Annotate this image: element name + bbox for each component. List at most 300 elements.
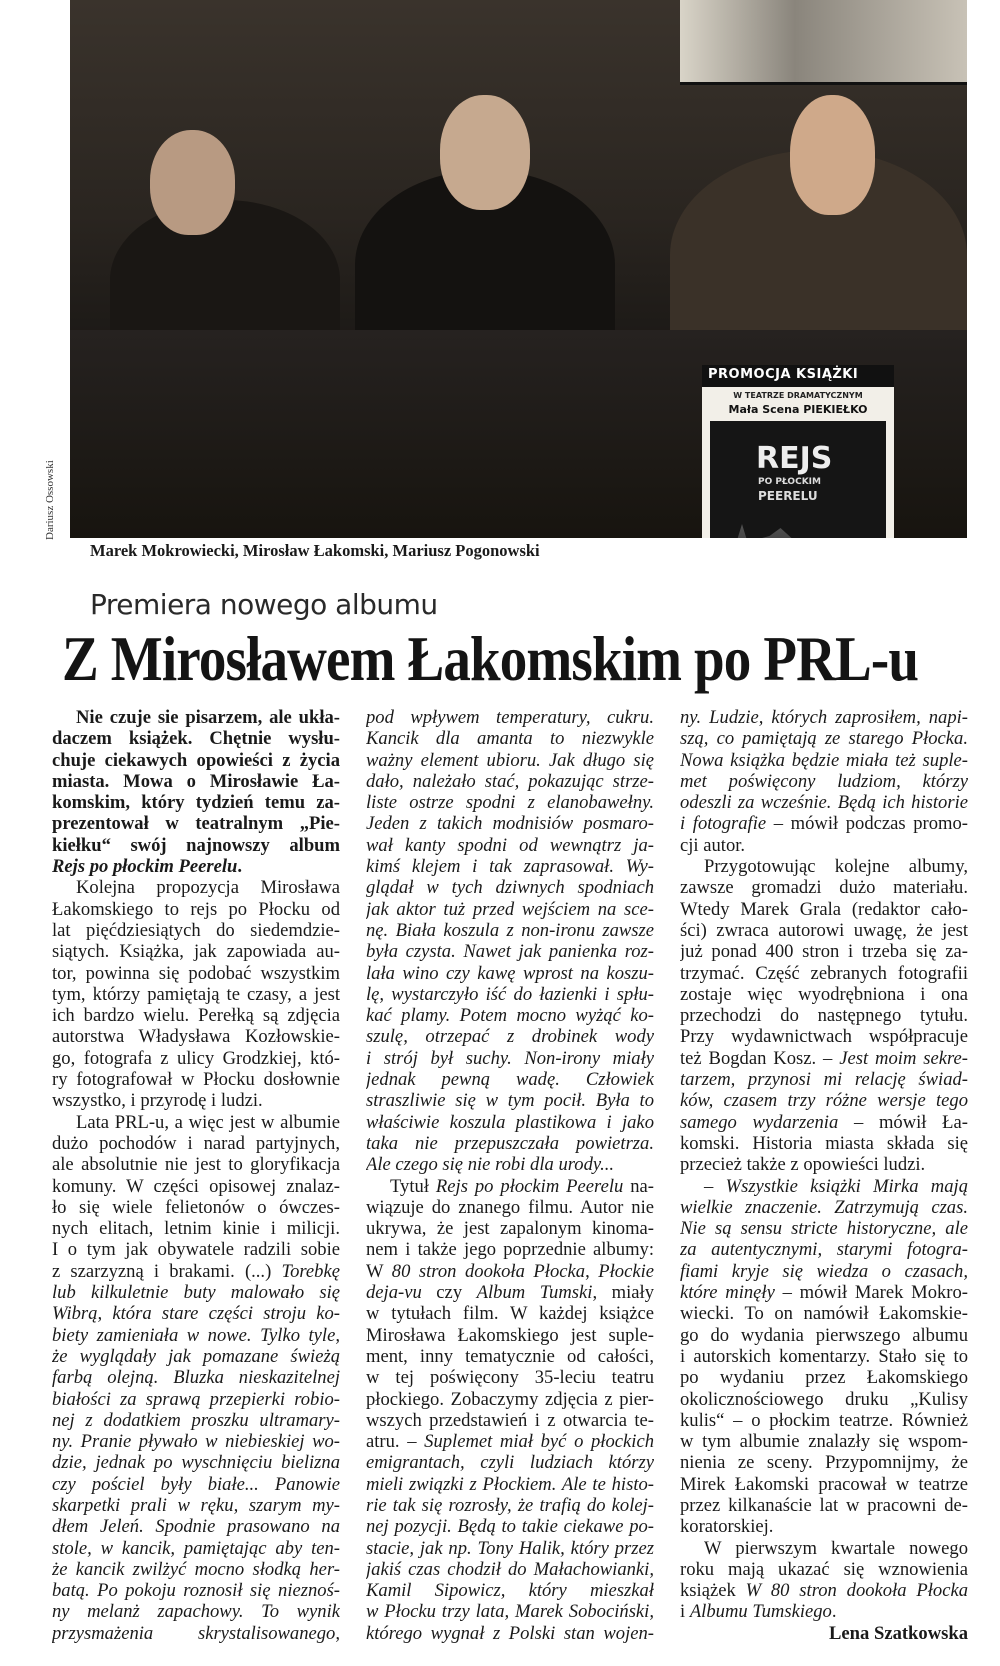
text-run: Łakomskiego to rejs po Płocku od — [52, 898, 340, 920]
text-run: Jest moim sekre- — [839, 1047, 968, 1069]
text-line — [52, 750, 340, 771]
text-line — [366, 1580, 654, 1601]
text-run: przysmażenia skrystalisowanego, — [52, 1622, 340, 1644]
text-run: W — [366, 1260, 392, 1282]
text-run: kimś klejem i tak zaprasował. Wy- — [366, 856, 654, 878]
text-line — [680, 1389, 968, 1410]
text-line — [52, 1090, 340, 1111]
text-run: nej pozycji. Będą to takie ciekawe po- — [366, 1516, 654, 1538]
text-run: taka nie przepuszczała powietrza. — [366, 1132, 654, 1154]
text-run: ków, czasem trzy różne wersje tego — [680, 1090, 968, 1112]
text-run: Płockie — [598, 1260, 654, 1282]
text-line — [680, 877, 968, 898]
text-line — [366, 963, 654, 984]
text-run: Album Tumski — [476, 1282, 593, 1304]
text-run: cji autor. — [680, 834, 746, 856]
text-run: Nie są sensu stricte historyczne, ale — [680, 1218, 968, 1240]
person-middle-head — [440, 95, 530, 210]
text-line — [366, 813, 654, 834]
text-run: fiami kryje się wiedza o czasach, — [680, 1260, 968, 1282]
text-run: tarzem, przynosi mi relację świad- — [680, 1069, 968, 1091]
text-run: czy pościel były białe... Panowie — [52, 1473, 340, 1495]
text-run: ści) zwraca autorowi uwagę, że jest — [680, 919, 968, 941]
text-run: liste ostrze spodni z elanobawełny. — [366, 792, 654, 814]
text-run: farbą olejną. Bluzka nieskazitelnej — [52, 1367, 340, 1389]
text-line — [52, 1048, 340, 1069]
text-run: Nie czuje sie pisarzem, ale ukła- — [76, 707, 340, 728]
text-line — [366, 1218, 654, 1239]
text-run: w tytułach film. W każdej książce — [366, 1303, 654, 1325]
text-line — [366, 1176, 654, 1197]
text-line — [52, 1431, 340, 1452]
text-run: lę, wystarczyło iść do łazienki i spłu- — [366, 983, 654, 1005]
text-run: nę. Biała koszula z non-ironu zawsze — [366, 919, 654, 941]
text-run: miasta. Mowa o Mirosławie Ła- — [52, 770, 340, 792]
text-line — [366, 1048, 654, 1069]
text-line — [366, 1261, 654, 1282]
text-run: wielkie znaczenie. Zatrzymują czas. — [680, 1196, 968, 1218]
text-run: emigrantach, czyli ludziach którzy — [366, 1452, 654, 1474]
text-run: W 80 stron dookoła Płocka — [745, 1580, 968, 1602]
text-run: Wibrą, która stare części stroju ko- — [52, 1303, 340, 1325]
text-run: ło się wiele felietonów o ówczes- — [52, 1196, 340, 1218]
wall-picture — [680, 0, 967, 85]
text-line — [680, 750, 968, 771]
text-line — [52, 792, 340, 813]
text-run: które minęły — [680, 1282, 775, 1304]
text-line — [366, 1431, 654, 1452]
text-line — [52, 1261, 340, 1282]
text-run: tor, powinna się podobać wszystkim — [52, 962, 340, 984]
text-run: ny. Ludzie, których zaprosiłem, napi- — [680, 707, 968, 728]
text-run: i fotografie — [680, 813, 767, 835]
text-line — [680, 1197, 968, 1218]
text-run: deja-vu — [366, 1282, 422, 1304]
text-run: siątych. Książka, jak zapowiada au- — [52, 941, 340, 963]
text-run: kiełku“ swój najnowszy album — [52, 834, 340, 856]
text-run: samego wydarzenia — [680, 1111, 839, 1133]
text-line — [680, 1452, 968, 1473]
text-line — [680, 1367, 968, 1388]
text-run: koratorskiej. — [680, 1516, 774, 1538]
text-run: dało, należało stać, pokazując strze- — [366, 770, 654, 792]
text-run: go do wydania pierwszego albumu — [680, 1324, 968, 1346]
text-line — [366, 750, 654, 771]
text-line — [366, 1069, 654, 1090]
text-run: skarpetki prali w ręku, szarym my- — [52, 1494, 340, 1516]
text-line — [52, 1176, 340, 1197]
text-run: dłem Jeleń. Spodnie prasowano na — [52, 1516, 340, 1538]
text-line — [52, 1197, 340, 1218]
text-run: – mówił Marek Mokro- — [774, 1282, 968, 1304]
text-run: Nowa książka będzie miała też suple- — [680, 749, 968, 771]
text-run: przez kilkanaście lat w pracowni de- — [680, 1494, 968, 1516]
text-line — [52, 1133, 340, 1154]
text-line — [366, 1282, 654, 1303]
text-run: I o tym jak obywatele radzili sobie — [52, 1239, 340, 1261]
text-run: nej z dodatkiem proszku ultramary- — [52, 1409, 340, 1431]
text-run: ważny element ubioru. Jak długo się — [366, 749, 654, 771]
text-line — [680, 1431, 968, 1452]
text-run: ment, inny tematycznie od całości, — [366, 1345, 654, 1367]
text-line — [680, 771, 968, 792]
text-run: ry fotografował w Płocku dosłownie — [52, 1069, 340, 1091]
text-line — [680, 707, 968, 728]
text-line — [680, 1410, 968, 1431]
text-run: komskim, który tydzień temu za- — [52, 792, 340, 814]
text-line — [366, 1367, 654, 1388]
text-run: i autorskich komentarzy. Stało się to — [680, 1345, 968, 1367]
text-line — [366, 1026, 654, 1047]
text-run: i strój był suchy. Non-irony miały — [366, 1047, 654, 1069]
text-line — [366, 920, 654, 941]
text-line — [52, 813, 340, 834]
text-run: kać plamy. Potem mocno wyżąć ko- — [366, 1005, 654, 1027]
text-run: ny. Pranie pływało w niebieskiej wo- — [52, 1431, 340, 1453]
text-run: chuje ciekawych opowieści z życia — [52, 749, 340, 771]
text-line — [52, 1069, 340, 1090]
text-run: wał kanty spodni od wewnątrz ja- — [366, 834, 654, 856]
text-line — [366, 856, 654, 877]
text-line — [680, 1346, 968, 1367]
text-line — [366, 1516, 654, 1537]
text-line — [680, 856, 968, 877]
text-line — [52, 899, 340, 920]
text-run: że kancik zwilżyć mocno słodką her- — [52, 1558, 340, 1580]
text-line — [366, 1005, 654, 1026]
text-run: Torebkę — [281, 1260, 340, 1282]
text-run: tym, którzy pamiętają te czasy, a jest — [52, 983, 340, 1005]
text-line — [680, 1239, 968, 1260]
text-run: zawsze gromadzi dużo materiału. — [680, 877, 968, 899]
text-line — [366, 1623, 654, 1644]
text-run: lub kilkuletnie buty malowało się — [52, 1282, 340, 1304]
text-run: czy — [421, 1282, 477, 1304]
text-line — [680, 1090, 968, 1111]
text-line — [52, 1623, 340, 1644]
text-run: wszystko, i przyrodę i ludzi. — [52, 1090, 263, 1112]
text-line — [680, 1176, 968, 1197]
text-line — [680, 1048, 968, 1069]
text-line — [52, 984, 340, 1005]
text-run: Tytuł — [390, 1175, 436, 1197]
text-run: 80 stron dookoła Płocka — [391, 1260, 586, 1282]
text-run: Kolejna propozycja Mirosława — [76, 877, 340, 899]
text-run: właściwie koszula plastikowa i jako — [366, 1111, 654, 1133]
text-line — [366, 1474, 654, 1495]
text-run: ukrywa, że jest zapalonym kinoma- — [366, 1218, 654, 1240]
text-run: Kancik dla amanta to niezwykle — [366, 728, 654, 750]
text-run: W pierwszym kwartale nowego — [704, 1537, 968, 1559]
text-run: wiecki. To on namówił Łakomskie- — [680, 1303, 968, 1325]
text-run: komski. Historia miasta składa się — [680, 1132, 968, 1154]
text-line — [52, 963, 340, 984]
text-run: atru. – — [366, 1431, 425, 1453]
text-run: nem i także jego poprzednie albumy: — [366, 1239, 654, 1261]
text-line — [680, 1303, 968, 1324]
text-run: Albumu Tumskiego — [689, 1601, 832, 1623]
text-run: Rejs po płockim Peerelu — [435, 1175, 624, 1197]
text-run: nych elitach, letnim kinie i milicji. — [52, 1218, 340, 1240]
text-line — [680, 1005, 968, 1026]
text-run: – Wszystkie książki Mirka mają — [704, 1175, 968, 1197]
text-run: lat pięćdziesiątych do siedemdzie- — [52, 919, 340, 941]
text-line — [366, 1325, 654, 1346]
text-run: – mówił podczas promo- — [766, 813, 968, 835]
book-poster — [702, 365, 894, 538]
text-run: nienia ze sceny. Przypomnijmy, że — [680, 1452, 968, 1474]
article-photo — [70, 0, 967, 538]
text-line — [366, 771, 654, 792]
text-run: jakiś czas chodził do Małachowianki, — [366, 1558, 654, 1580]
text-run: glądał w tych dziwnych spodniach — [366, 877, 654, 899]
text-line — [680, 1069, 968, 1090]
text-run: Rejs po płockim Peerelu — [52, 856, 238, 878]
text-run: w tym albumie znalazły się wspom- — [680, 1431, 968, 1453]
text-line — [366, 1090, 654, 1111]
text-run: daczem książek. Chętnie wysłu- — [52, 728, 340, 750]
text-run: jednak pewną wadę. Człowiek — [366, 1069, 654, 1091]
text-line — [680, 728, 968, 749]
text-line — [366, 1239, 654, 1260]
text-line — [52, 1005, 340, 1026]
text-line — [366, 1495, 654, 1516]
text-line — [680, 1580, 968, 1601]
article-column-2 — [366, 707, 654, 1644]
text-run: prezentował w teatralnym „Pie- — [52, 813, 340, 835]
text-run: płockiego. Zobaczymy zdjęcia z pier- — [366, 1388, 654, 1410]
text-line — [680, 792, 968, 813]
text-line — [52, 1346, 340, 1367]
text-line — [680, 899, 968, 920]
text-run: batą. Po pokoju roznosił się nieznoś- — [52, 1580, 340, 1602]
text-line — [366, 1303, 654, 1324]
text-run: i — [680, 1601, 690, 1623]
photo-credit: Dariusz Ossowski — [44, 460, 56, 540]
poster-subtitle: W TEATRZE DRAMATYCZNYM — [733, 391, 863, 400]
text-line — [52, 1452, 340, 1473]
text-line — [366, 1133, 654, 1154]
text-run: dużo pochodów i narad partyjnych, — [52, 1132, 340, 1154]
text-run: rie tak się rozrosły, że trafią do kolej- — [366, 1494, 654, 1516]
text-line — [52, 920, 340, 941]
text-run: trzymać. Część zebranych fotografii — [680, 962, 968, 984]
text-line — [52, 1218, 340, 1239]
text-run: , miały — [592, 1282, 654, 1304]
text-run: wszych przedstawień i z otwarcia te- — [366, 1409, 654, 1431]
text-line — [366, 1346, 654, 1367]
text-line — [366, 728, 654, 749]
text-run: po wydaniu przez Łakomskiego — [680, 1367, 968, 1389]
text-run: Kamil Sipowicz, który mieszkał — [366, 1580, 654, 1602]
text-run: Przy wydawnictwach współpracuje — [680, 1026, 968, 1048]
text-line — [366, 1538, 654, 1559]
text-line — [680, 1133, 968, 1154]
text-line — [680, 835, 968, 856]
text-line — [366, 707, 654, 728]
text-line — [52, 1112, 340, 1133]
cover-title: REJS — [756, 441, 833, 476]
text-line — [52, 835, 340, 856]
text-line — [52, 941, 340, 962]
text-line — [680, 813, 968, 834]
poster-venue: Mała Scena PIEKIEŁKO — [728, 403, 868, 416]
text-line — [52, 1026, 340, 1047]
text-line — [52, 1538, 340, 1559]
poster-title: PROMOCJA KSIĄŻKI — [708, 367, 859, 382]
text-run: Jeden z takich modnisiów posmaro- — [366, 813, 654, 835]
text-run: lała wino czy kawę wprost na koszu- — [366, 962, 654, 984]
article-headline: Z Mirosławem Łakomskim po PRL-u — [62, 623, 919, 694]
text-line — [680, 1261, 968, 1282]
text-run: stacie, jak np. Tony Halik, który przez — [366, 1537, 654, 1559]
text-run: w tej poświęcony 35-leciu teatru — [366, 1367, 654, 1389]
text-line — [680, 1495, 968, 1516]
text-line — [680, 1474, 968, 1495]
text-run: już ponad 400 stron i trzeba się za- — [680, 941, 968, 963]
text-run: szą, co pamiętają ze starego Płocka. — [680, 728, 968, 750]
text-run: komuny. W części opisowej znalaz- — [52, 1175, 340, 1197]
text-run: – mówił Ła- — [838, 1111, 968, 1133]
text-line — [680, 1559, 968, 1580]
text-line — [680, 1516, 968, 1537]
cover-line2: PEERELU — [758, 489, 818, 503]
text-line — [680, 1282, 968, 1303]
text-run: mieli związki z Płockiem. Ale te histo- — [366, 1473, 654, 1495]
text-line — [52, 1303, 340, 1324]
text-line — [52, 728, 340, 749]
text-run: go, fotografa z ulicy Grodzkiej, któ- — [52, 1047, 340, 1069]
text-run: wiązuje do znanego filmu. Autor nie — [366, 1196, 654, 1218]
text-line — [52, 1474, 340, 1495]
text-line — [52, 1495, 340, 1516]
text-line — [680, 1026, 968, 1047]
text-line — [52, 1580, 340, 1601]
text-line — [366, 877, 654, 898]
text-run: straszliwie się w tym pocił. Była to — [366, 1090, 654, 1112]
text-run: Przygotowując kolejne albumy, — [704, 856, 968, 878]
text-line — [52, 1389, 340, 1410]
article-column-1 — [52, 707, 340, 1644]
text-line — [680, 1601, 968, 1622]
text-run: Wtedy Marek Grala (redaktor cało- — [680, 898, 968, 920]
article-column-3 — [680, 707, 968, 1644]
text-run: met poświęcony ludziom, którzy — [680, 770, 968, 792]
text-run: przechodzi do następnego tytułu. — [680, 1005, 968, 1027]
book-cover — [710, 421, 886, 538]
text-line — [366, 1154, 654, 1175]
text-run: biety zamieniała w nowe. Tylko tyle, — [52, 1324, 340, 1346]
text-line — [680, 941, 968, 962]
text-line — [366, 1197, 654, 1218]
town-skyline — [720, 520, 830, 538]
text-line — [52, 1239, 340, 1260]
text-line — [366, 1389, 654, 1410]
text-line — [52, 1410, 340, 1431]
text-run: okolicznościowego druku „Kulisy — [680, 1388, 968, 1410]
person-left-head — [150, 130, 235, 235]
text-run: Mirek Łakomski pracował w teatrze — [680, 1473, 968, 1495]
text-run: białości za sprawą przepierki robio- — [52, 1388, 340, 1410]
photo-caption: Marek Mokrowiecki, Mirosław Łakomski, Mariusz Pogonowski — [90, 541, 540, 560]
text-run: też Bogdan Kosz. – — [680, 1047, 840, 1069]
text-run: Ale czego się nie robi dla urody... — [366, 1154, 615, 1176]
text-run: . — [237, 856, 243, 878]
text-line — [366, 1112, 654, 1133]
text-run: że wyglądały jak pomazane świeżą — [52, 1345, 340, 1367]
text-run: za autentycznymi, starymi fotogra- — [680, 1239, 968, 1261]
text-run: przecież także z opowieści ludzi. — [680, 1154, 926, 1176]
text-line — [680, 1325, 968, 1346]
text-line — [52, 1601, 340, 1622]
text-run: autorstwa Władysława Kozłowskie- — [52, 1026, 340, 1048]
person-right-head — [790, 95, 875, 215]
text-line — [52, 1559, 340, 1580]
text-line — [366, 1452, 654, 1473]
text-line — [680, 984, 968, 1005]
text-line — [366, 835, 654, 856]
text-run: odeszli za wcześnie. Będą ich historie — [680, 792, 968, 814]
text-line — [52, 707, 340, 728]
text-line — [366, 941, 654, 962]
text-run: stole, w kancik, pamiętając aby ten- — [52, 1537, 340, 1559]
article-kicker: Premiera nowego albumu — [90, 588, 438, 621]
text-run: z szarzyzną i brakami. (...) — [52, 1260, 282, 1282]
text-run: na- — [623, 1175, 654, 1197]
text-run: jak aktor tuż przed wejściem na sce- — [366, 898, 654, 920]
author-signature: Lena Szatkowska — [829, 1622, 968, 1644]
text-run: . — [831, 1601, 837, 1623]
text-line — [52, 856, 340, 877]
text-run: , — [585, 1260, 599, 1282]
text-line — [366, 1410, 654, 1431]
text-run: szulę, otrzepać z drobinek wody — [366, 1026, 654, 1048]
text-line — [366, 1601, 654, 1622]
text-line — [680, 1154, 968, 1175]
text-line — [366, 1559, 654, 1580]
text-run: którego wygnał z Polski stan wojen- — [366, 1622, 654, 1644]
text-line — [52, 1282, 340, 1303]
text-line — [366, 984, 654, 1005]
text-run: Lata PRL-u, a więc jest w albumie — [76, 1111, 340, 1133]
text-run: dzie, jednak po wyschnięciu bielizna — [52, 1452, 340, 1474]
text-line — [52, 877, 340, 898]
text-run: ale absolutnie nie jest to gloryfikacja — [52, 1154, 340, 1176]
text-line — [52, 771, 340, 792]
text-run: była czysta. Nawet jak panienka roz- — [366, 941, 654, 963]
text-run: książek — [680, 1580, 746, 1602]
cover-line1: PO PŁOCKIM — [758, 477, 821, 487]
text-run: Mirosława Łakomskiego jest suple- — [366, 1324, 654, 1346]
text-line — [52, 1516, 340, 1537]
text-run: pod wpływem temperatury, cukru. — [366, 707, 654, 728]
text-line — [680, 1218, 968, 1239]
text-run: ich bardzo wielu. Perełką są zdjęcia — [52, 1005, 340, 1027]
text-line — [366, 792, 654, 813]
text-run: kulis“ – o płockim teatrze. Również — [680, 1409, 968, 1431]
text-line — [52, 1367, 340, 1388]
text-line — [680, 1112, 968, 1133]
text-line — [366, 899, 654, 920]
text-run: w Płocku trzy lata, Marek Sobociński, — [366, 1601, 654, 1623]
text-line — [680, 1538, 968, 1559]
text-run: ny melanż zapachowy. To wynik — [52, 1601, 340, 1623]
text-line — [680, 920, 968, 941]
text-line — [52, 1154, 340, 1175]
text-line — [680, 963, 968, 984]
text-run: Suplemet miał być o płockich — [424, 1431, 654, 1453]
text-run: zostaje więc wyodrębniona i ona — [680, 983, 968, 1005]
